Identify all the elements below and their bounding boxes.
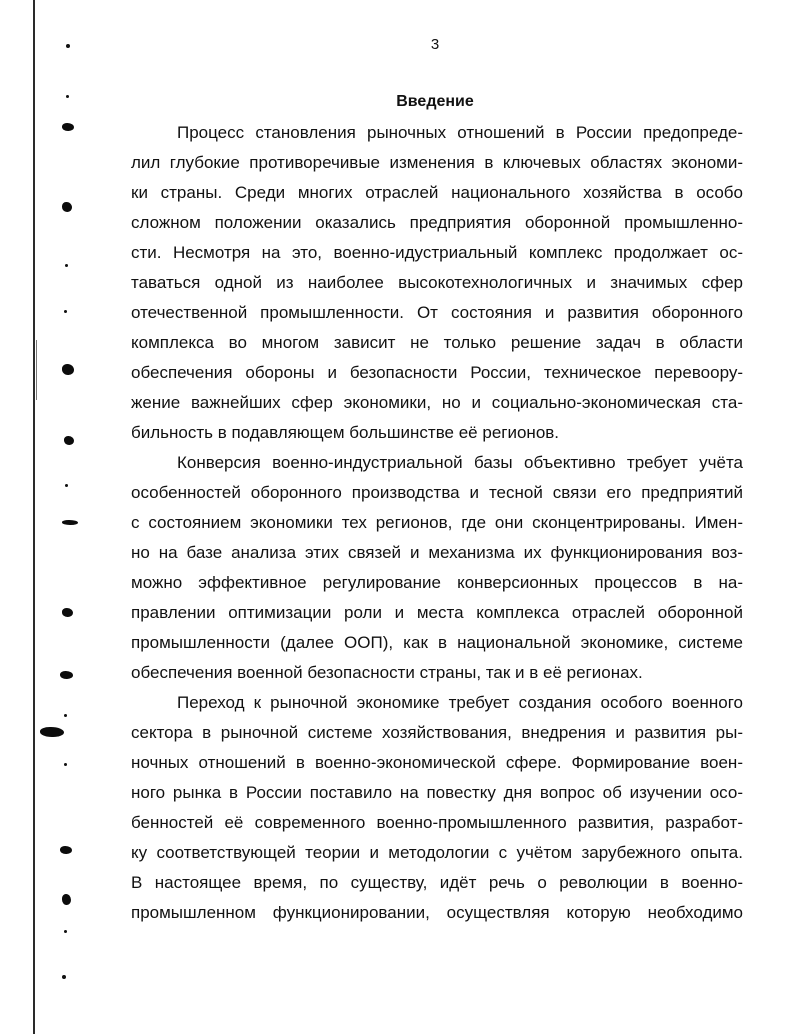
- text-line: сложном положении оказались предприятия оборонной промышленно-: [131, 213, 743, 232]
- text-line: жение важнейших сфер экономики, но и социально-экономическая ста-: [131, 393, 743, 412]
- text-line: Процесс становления рыночных отношений в России предопреде-: [177, 123, 743, 142]
- text-line: ки страны. Среди многих отраслей национального хозяйства в особо: [131, 183, 743, 202]
- text-line: бильность в подавляющем большинстве её регионов.: [131, 423, 560, 442]
- scan-binding-edge: [33, 0, 35, 1034]
- text-line: сектора в рыночной системе хозяйствования, внедрения и развития ры-: [131, 723, 743, 742]
- text-line: с состоянием экономики тех регионов, где они сконцентрированы. Имен-: [131, 513, 743, 532]
- punch-hole-mark: [62, 608, 73, 617]
- text-line: промышленном функционировании, осуществляя которую необходимо: [131, 903, 743, 922]
- text-line: отечественной промышленности. От состояния и развития оборонного: [131, 303, 743, 322]
- text-line: можно эффективное регулирование конверсионных процессов в на-: [131, 573, 743, 592]
- text-line: ночных отношений в военно-экономической сфере. Формирование воен-: [131, 753, 743, 772]
- punch-hole-mark: [62, 894, 71, 905]
- scan-binding-edge-secondary: [36, 340, 37, 400]
- scan-speck: [64, 714, 67, 717]
- page-number: 3: [430, 36, 440, 53]
- text-line: лил глубокие противоречивые изменения в ключевых областях экономи-: [131, 153, 743, 172]
- text-line: таваться одной из наиболее высокотехнологичных и значимых сфер: [131, 273, 743, 292]
- punch-hole-mark: [40, 727, 64, 737]
- scan-speck: [62, 975, 66, 979]
- text-line: Конверсия военно-индустриальной базы объективно требует учёта: [177, 453, 743, 472]
- punch-hole-mark: [62, 364, 74, 375]
- scan-speck: [65, 484, 68, 487]
- text-line: но на базе анализа этих связей и механизма их функционирования воз-: [131, 543, 743, 562]
- scan-speck: [64, 763, 67, 766]
- text-line: комплекса во многом зависит не только решение задач в области: [131, 333, 743, 352]
- document-body: [131, 118, 743, 928]
- punch-hole-mark: [62, 202, 72, 212]
- scan-speck: [64, 310, 67, 313]
- text-line: ного рынка в России поставило на повестку дня вопрос об изучении осо-: [131, 783, 743, 802]
- section-heading: Введение: [396, 93, 474, 110]
- text-line: обеспечения военной безопасности страны, так и в её регионах.: [131, 663, 643, 682]
- text-line: промышленности (далее ООП), как в национальной экономике, системе: [131, 633, 743, 652]
- text-line: В настоящее время, по существу, идёт речь о революции в военно-: [131, 873, 743, 892]
- punch-hole-mark: [60, 846, 72, 854]
- punch-hole-mark: [62, 520, 78, 525]
- scan-speck: [65, 264, 68, 267]
- punch-hole-mark: [60, 671, 73, 679]
- scan-speck: [64, 930, 67, 933]
- punch-hole-mark: [62, 123, 74, 131]
- text-line: ку соответствующей теории и методологии с учётом зарубежного опыта.: [131, 843, 743, 862]
- text-line: обеспечения обороны и безопасности России, техническое перевоору-: [131, 363, 743, 382]
- text-line: бенностей её современного военно-промышленного развития, разработ-: [131, 813, 743, 832]
- text-line: сти. Несмотря на это, военно-идустриальный комплекс продолжает ос-: [131, 243, 743, 262]
- text-line: правлении оптимизации роли и места комплекса отраслей оборонной: [131, 603, 743, 622]
- text-line: Переход к рыночной экономике требует создания особого военного: [177, 693, 743, 712]
- punch-hole-mark: [64, 436, 74, 445]
- text-line: особенностей оборонного производства и тесной связи его предприятий: [131, 483, 743, 502]
